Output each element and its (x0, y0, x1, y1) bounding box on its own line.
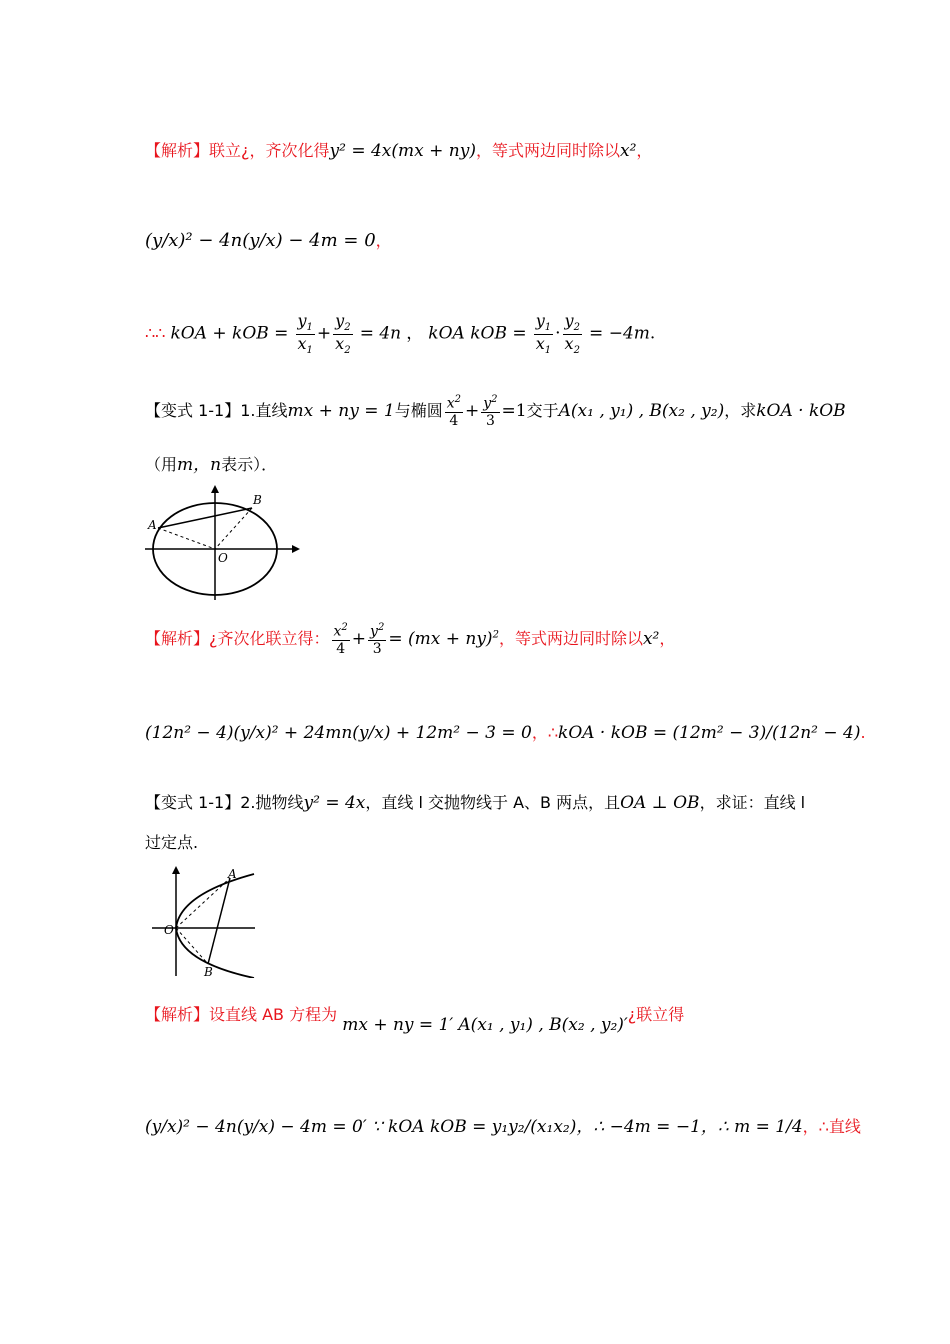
text: ， (659, 628, 676, 648)
text: 1.直线 (240, 400, 288, 420)
text: ， (375, 231, 392, 250)
result: ，∴ −4m = −1，∴ m = 1/4 (576, 1117, 803, 1137)
therefore-symbol: ∴∴ (145, 323, 166, 343)
equation: y² = 4x(mx + ny) (329, 141, 476, 161)
fig2-label-a: A (228, 867, 237, 881)
period: . (860, 723, 866, 742)
text: 2.抛物线 (240, 793, 304, 812)
equation-line-5 (145, 720, 866, 743)
analysis-1 (145, 138, 652, 161)
variant-2 (145, 790, 805, 813)
parabola-figure (150, 866, 260, 978)
text: ¿齐次化联立得： (209, 628, 330, 648)
product-value: = −4m (589, 323, 650, 344)
equation-line-2 (145, 228, 392, 251)
because: ∵ kOA kOB = y₁y₂/(x₁x₂) (371, 1117, 577, 1137)
equation: x² (619, 141, 637, 161)
text: 交于 (526, 400, 559, 420)
therefore: ，∴ (531, 723, 559, 742)
fig1-label-o: O (218, 551, 228, 565)
text: ， (636, 141, 653, 160)
variables: m，n (177, 455, 222, 475)
result: kOA · kOB = (12m² − 3)/(12n² − 4) (558, 723, 861, 743)
text: 表示）． (221, 455, 278, 474)
fig2-label-b: B (204, 965, 213, 978)
perpendicular: OA ⊥ OB (620, 793, 700, 813)
analysis-tag: 【解析】 (145, 141, 210, 160)
ellipse-figure (140, 482, 305, 602)
ask: kOA · kOB (756, 400, 846, 421)
sum-value: = 4n (359, 323, 402, 344)
variant-tag: 【变式 1-1】 (145, 400, 241, 420)
period: . (649, 323, 656, 344)
variant-tag: 【变式 1-1】 (145, 793, 241, 812)
equation: (y/x)² − 4n(y/x) − 4m = 0 (145, 230, 376, 251)
product-label: kOA kOB = (428, 323, 527, 344)
fig1-label-b: B (253, 493, 262, 507)
text: ，等式两边同时除以 (498, 628, 643, 648)
equation: (y/x)² − 4n(y/x) − 4m = 0′ (145, 1117, 367, 1137)
fig1-label-a: A (148, 518, 157, 532)
text: （用 (145, 455, 178, 474)
text: ，求证：直线 l (699, 793, 806, 812)
analysis-2: 【解析】¿齐次化联立得： $\frac{x^2}{4}$ + $\frac{y^2}{3}$ = (mx + ny)$^2$，等式两边同时除以x²， (145, 622, 676, 657)
equation-line-7 (145, 1112, 861, 1137)
analysis-tag: 【解析】 (145, 1005, 210, 1024)
points: A(x₁ , y₁) , B(x₂ , y₂) (558, 400, 725, 421)
text: ，直线 l 交抛物线于 A、B 两点，且 (365, 793, 621, 812)
text: 过定点. (145, 833, 199, 852)
points: A(x₁ , y₁) , B(x₂ , y₂)′ (458, 1015, 628, 1035)
text: 联立¿，齐次化得 (209, 141, 330, 160)
text: 设直线 AB 方程为 (209, 1005, 338, 1024)
variant-2-cont (145, 830, 198, 853)
text: ¿联立得 (627, 1005, 685, 1024)
equation-line-3: ∴∴ kOA + kOB = $\frac{y_1}{x_1}$ + $\frac{y_2}{x_2}$ = 4n ， kOA kOB = $\frac{y_1}{x_1}$ · $\frac{y_2}{x_2}$ = −4m. (145, 311, 656, 356)
text: ，∴直线 (802, 1117, 861, 1136)
line-equation: mx + ny = 1 (287, 400, 395, 421)
fig2-label-o: O (164, 923, 174, 937)
line-equation: mx + ny = 1′ (342, 1015, 454, 1035)
equation: (12n² − 4)(y/x)² + 24mn(y/x) + 12m² − 3 = 0 (145, 723, 532, 743)
equation: x² (642, 628, 660, 649)
variant-1-cont (145, 450, 277, 475)
text: 与椭圆 (394, 400, 443, 420)
analysis-3 (145, 1002, 685, 1035)
text: ，等式两边同时除以 (475, 141, 620, 160)
parabola-equation: y² = 4x (303, 793, 366, 813)
text: ，求 (724, 400, 757, 420)
variant-1: 【变式 1-1】1.直线mx + ny = 1与椭圆 $\frac{x^2}{4}$ + $\frac{y^2}{3}$ =1交于A(x₁ , y₁) , B(x₂ , y₂)，求kOA · kOB (145, 394, 846, 429)
sum-label: kOA + kOB = (170, 323, 289, 344)
analysis-tag: 【解析】 (145, 628, 210, 648)
